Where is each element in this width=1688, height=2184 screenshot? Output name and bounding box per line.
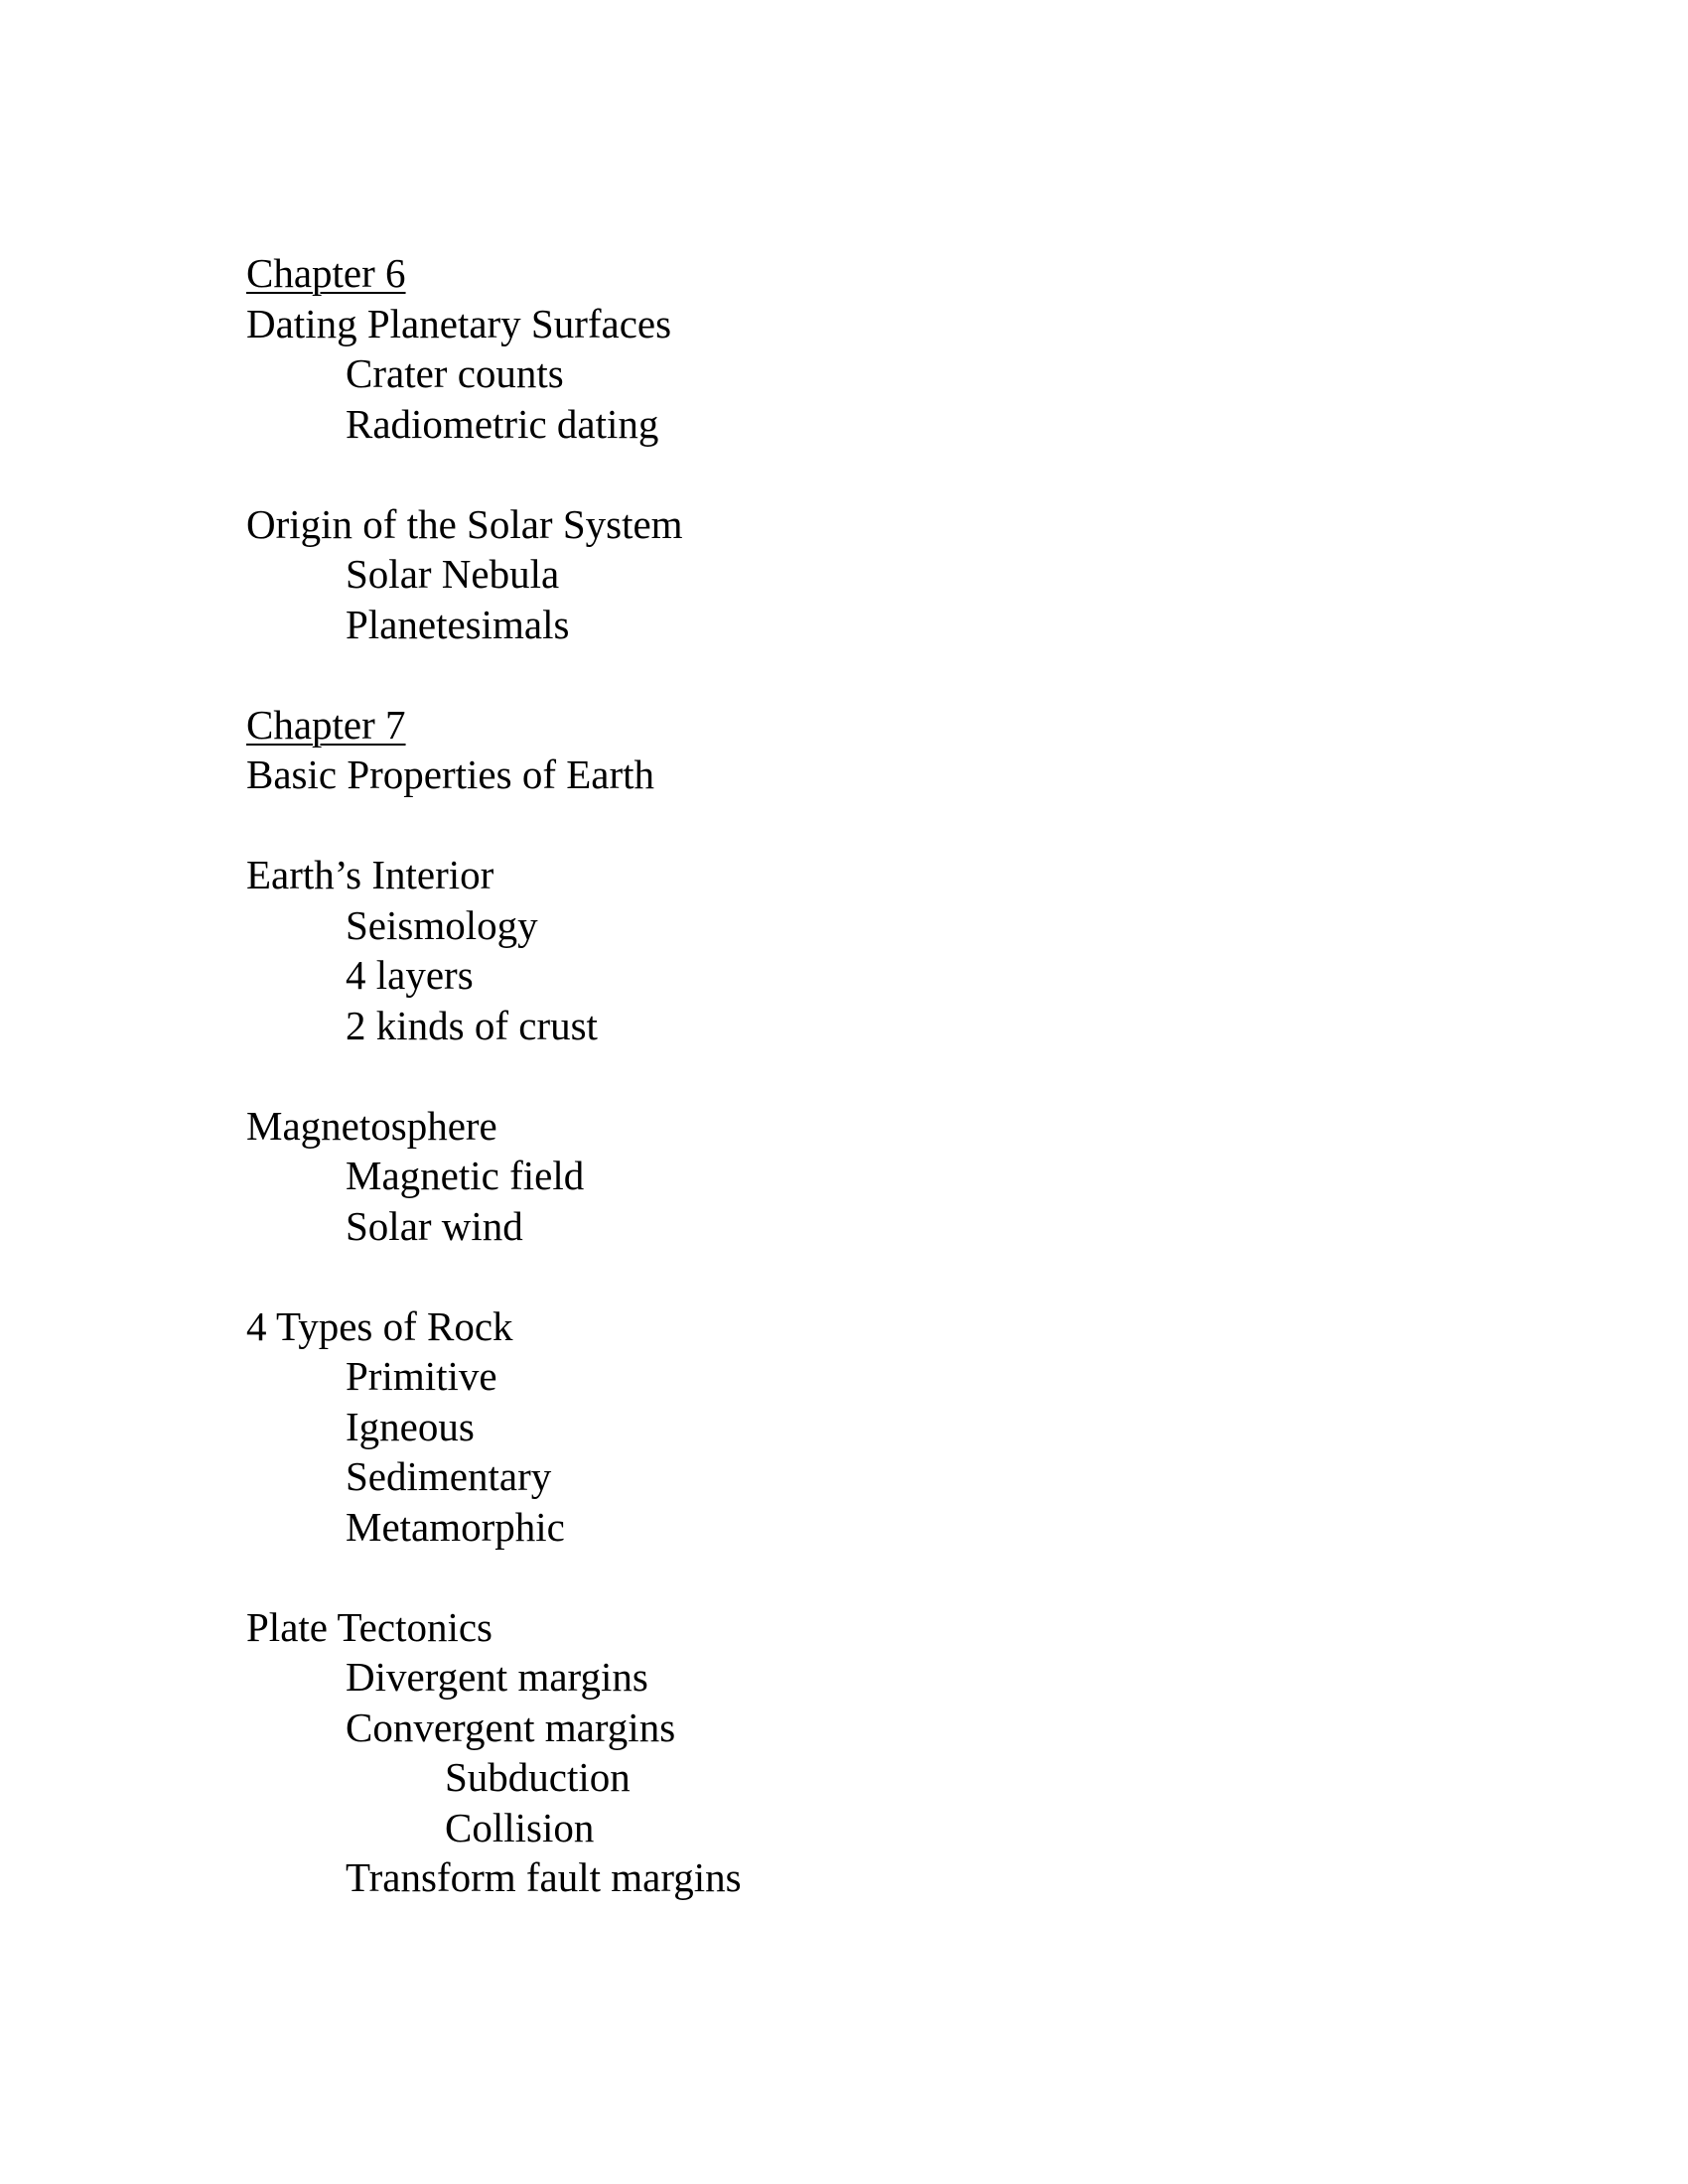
topic-item: 4 layers: [346, 952, 474, 998]
topic-subitem: Subduction: [445, 1754, 631, 1800]
document-page: [246, 248, 742, 1903]
spacer: [246, 1050, 742, 1101]
topic-title: Plate Tectonics: [246, 1603, 493, 1650]
topic-item: Radiometric dating: [346, 400, 659, 447]
spacer: [246, 1251, 742, 1301]
topic-title: Dating Planetary Surfaces: [246, 300, 672, 346]
topic-item: Seismology: [346, 901, 538, 948]
topic-item: Primitive: [346, 1353, 497, 1399]
topic-item: Planetesimals: [346, 601, 570, 647]
topic-title: 4 Types of Rock: [246, 1302, 513, 1349]
topic-title: Basic Properties of Earth: [246, 751, 655, 797]
topic-item: Solar wind: [346, 1202, 523, 1249]
topic-item: Convergent margins: [346, 1704, 676, 1750]
topic-title: Magnetosphere: [246, 1102, 497, 1149]
topic-subitem: Collision: [445, 1804, 595, 1850]
spacer: [246, 649, 742, 700]
topic-title: Origin of the Solar System: [246, 500, 683, 547]
topic-item: Crater counts: [346, 350, 564, 396]
topic-item: Sedimentary: [346, 1453, 552, 1499]
spacer: [246, 800, 742, 851]
topic-item: 2 kinds of crust: [346, 1002, 598, 1048]
topic-title: Earth’s Interior: [246, 852, 494, 897]
spacer: [246, 1552, 742, 1602]
topic-item: Divergent margins: [346, 1654, 648, 1700]
topic-item: Igneous: [346, 1403, 475, 1449]
topic-item: Transform fault margins: [346, 1854, 742, 1900]
topic-item: Metamorphic: [346, 1503, 565, 1550]
topic-item: Solar Nebula: [346, 551, 560, 597]
topic-item: Magnetic field: [346, 1153, 585, 1198]
spacer: [246, 449, 742, 499]
chapter-heading: Chapter 6: [246, 250, 406, 296]
chapter-heading: Chapter 7: [246, 701, 406, 748]
